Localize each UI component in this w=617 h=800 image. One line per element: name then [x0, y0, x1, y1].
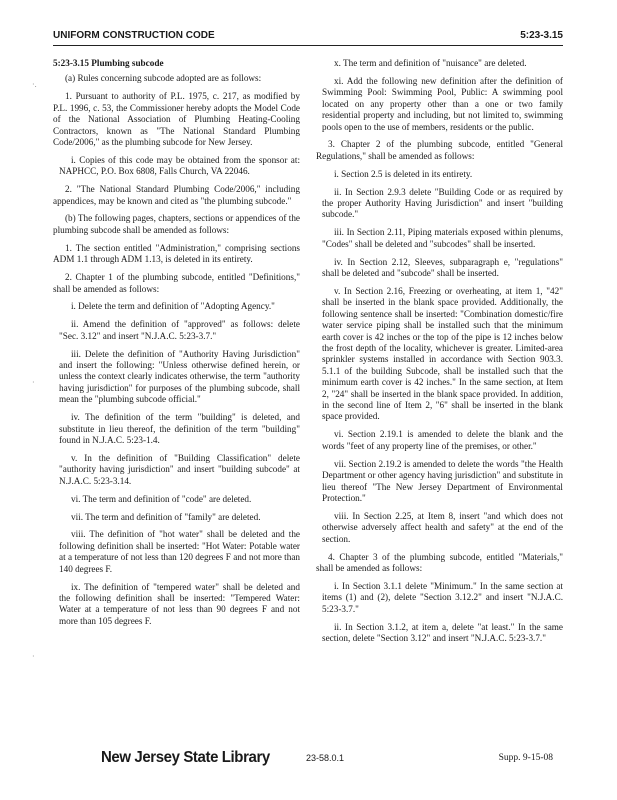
page-footer	[53, 749, 563, 769]
paragraph: ii. In Section 2.9.3 delete "Building Code or as required by the proper Authority Having Jurisdiction" and insert "building subcode."	[322, 186, 563, 220]
paragraph: ii. In Section 3.1.2, at item a, delete "at least." In the same section, delete "Section 3.12" and insert "N.J.A.C. 5:23-3.7."	[322, 621, 563, 643]
supplement-date: Supp. 9-15-08	[498, 753, 553, 763]
paragraph: vi. Section 2.19.1 is amended to delete the blank and the words "feet of any property line of the premises, or other."	[322, 429, 563, 451]
paragraph: iii. Delete the definition of "Authority Having Jurisdiction" and insert the following: "Unless otherwise defined herein, or unless the context clearly indicates otherwise, the term "authority having jurisdiction" for purposes of the plumbing subcode, shall mean the "plumbing subcode official."	[59, 348, 300, 405]
paragraph: iv. The definition of the term "building" is deleted, and substitute in lieu thereof, the definition of the term "building" found in N.J.A.C. 5:23-1.4.	[59, 412, 300, 445]
paragraph: vi. The term and definition of "code" are deleted.	[71, 493, 252, 504]
paragraph: i. In Section 3.1.1 delete "Minimum." In the same section at items (1) and (2), delete "Section 3.12.2" and insert "N.J.A.C. 5:23-3.7."	[322, 580, 563, 614]
paragraph: i. Copies of this code may be obtained from the sponsor at: NAPHCC, P.O. Box 6808, Falls Church, VA 22046.	[59, 154, 300, 177]
paragraph: 4. Chapter 3 of the plumbing subcode, entitled "Materials," shall be amended as follows:	[316, 551, 563, 573]
paragraph: 2. Chapter 1 of the plumbing subcode, entitled "Definitions," shall be amended as follows:	[53, 272, 300, 294]
paragraph: 1. The section entitled "Administration," comprising sections ADM 1.1 through ADM 1.13, is deleted in its entirety.	[53, 242, 300, 265]
paragraph: v. In the definition of "Building Classification" delete "authority having jurisdiction" and insert "building subcode" at N.J.A.C. 5:23-3.14.	[59, 452, 300, 486]
paragraph: (b) The following pages, chapters, sections or appendices of the plumbing subcode shall be amended as follows:	[53, 213, 300, 235]
paragraph: x. The term and definition of "nuisance" are deleted.	[334, 58, 527, 68]
header-title: UNIFORM CONSTRUCTION CODE	[53, 30, 215, 41]
paragraph: i. Delete the term and definition of "Adopting Agency."	[71, 301, 275, 312]
left-column	[53, 58, 300, 634]
paragraph: ii. Amend the definition of "approved" as follows: delete "Sec. 3.12" and insert "N.J.A.C. 5:23-3.7."	[59, 319, 300, 341]
paragraph: 2. "The National Standard Plumbing Code/2006," including appendices, may be known and cited as "the plumbing subcode."	[53, 184, 300, 206]
paragraph: viii. The definition of "hot water" shall be deleted and the following definition shall be inserted: "Hot Water: Potable water at a temperature of not less than 120 degrees F and not more than 140 degrees F.	[59, 529, 300, 574]
paragraph: iv. In Section 2.12, Sleeves, subparagraph e, "regulations" shall be deleted and "subcode" shall be inserted.	[322, 256, 563, 279]
margin-mark: ·	[32, 378, 35, 387]
paragraph: vii. Section 2.19.2 is amended to delete the words "the Health Department or other agency having jurisdiction" and substitute in lieu thereof "The New Jersey Department of Environmental Protection."	[322, 458, 563, 503]
header-section-number: 5:23-3.15	[520, 30, 563, 41]
library-watermark-logo: New Jersey State Library	[101, 748, 270, 767]
paragraph: 1. Pursuant to authority of P.L. 1975, c. 217, as modified by P.L. 1996, c. 53, the Commissioner hereby adopts the Model Code of the National Association of Plumbing Heating-Cooling Contractors, known as "The National Standard Plumbing Code/2006," as the plumbing subcode for New Jersey.	[53, 91, 300, 147]
paragraph: iii. In Section 2.11, Piping materials exposed within plenums, "Codes" shall be deleted and "subcodes" shall be inserted.	[322, 227, 563, 249]
header-rule	[53, 45, 563, 46]
paragraph: v. In Section 2.16, Freezing or overheating, at item 1, "42" shall be inserted in the blank space provided. Additionally, the following sentence shall be inserted: "Combination domestic/fire water service piping shall be installed such that the minimum earth cover is 42 inches or the top of the pipe is 12 inches below the frost depth of the locality, whichever is greater. Limited-area sprinkler systems installed in accordance with Section 903.3. 5.1.1 of the building Subcode, shall be installed such that the minimum earth cover is 42 inches." In the same section, at Item 2, "24" shall be inserted in the blank space provided. In addition, in the second line of Item 2, "6" shall be inserted in the blank space provided.	[322, 286, 563, 422]
right-column	[316, 58, 563, 651]
paragraph: 3. Chapter 2 of the plumbing subcode, entitled "General Regulations," shall be amended as follows:	[316, 139, 563, 161]
page-number: 23-58.0.1	[306, 753, 345, 763]
paragraph: (a) Rules concerning subcode adopted are as follows:	[65, 73, 262, 84]
paragraph: vii. The term and definition of "family" are deleted.	[71, 511, 261, 522]
section-title: 5:23-3.15 Plumbing subcode	[53, 58, 164, 68]
margin-mark: ·	[32, 652, 35, 661]
paragraph: xi. Add the following new definition after the definition of Swimming Pool: Swimming Pool, Public: A swimming pool located on any property other than a one or two family residential property and including, but not limited to, swimming pools open to the use of members, residents or the public.	[322, 75, 563, 132]
paragraph: ix. The definition of "tempered water" shall be deleted and the following definition shall be inserted: "Tempered Water: Water at a temperature of not less than 90 degrees F and not more than 105 degrees F.	[59, 581, 300, 626]
paragraph: i. Section 2.5 is deleted in its entirety.	[334, 168, 473, 179]
margin-mark: ·.	[32, 80, 37, 89]
paragraph: viii. In Section 2.25, at Item 8, insert "and which does not otherwise adversely affect health and safety" at the end of the section.	[322, 510, 563, 544]
running-header	[53, 30, 563, 44]
